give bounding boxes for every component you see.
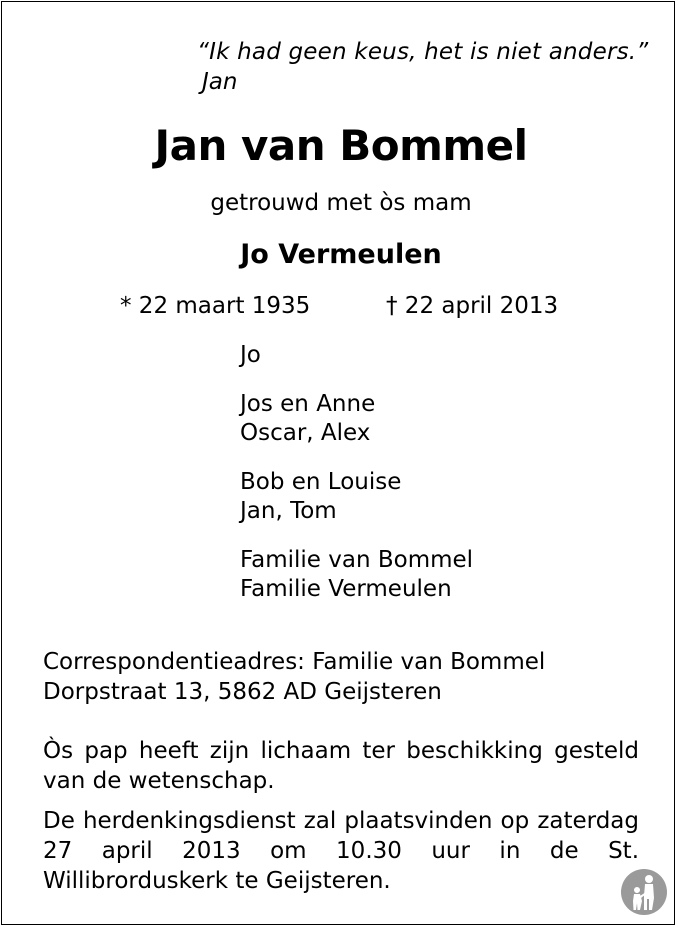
relative-group (240, 341, 473, 370)
relative-line: Jan, Tom (240, 498, 337, 524)
relative-group (240, 546, 473, 604)
obituary-card (1, 1, 675, 925)
address-line-2: Dorpstraat 13, 5862 AD Geijsteren (43, 679, 442, 705)
birth-date: * 22 maart 1935 (120, 293, 311, 319)
relatives-list (240, 341, 473, 624)
memorial-service-paragraph: De herdenkingsdienst zal plaatsvinden op zaterdag 27 april 2013 om 10.30 uur in de St. Willibrorduskerk te Geijsteren. (43, 808, 639, 894)
quote-author: Jan (202, 69, 238, 95)
relative-group (240, 390, 473, 448)
correspondence-address (43, 647, 545, 707)
body-donation-paragraph: Òs pap heeft zijn lichaam ter beschikking gesteld van de wetenschap. (43, 738, 639, 794)
deceased-name: Jan van Bommel (154, 121, 528, 170)
relative-line: Familie Vermeulen (240, 576, 452, 602)
spouse-name: Jo Vermeulen (240, 239, 442, 270)
relative-line: Familie van Bommel (240, 547, 474, 573)
address-line-1: Correspondentieadres: Familie van Bommel (43, 649, 546, 675)
relative-line: Oscar, Alex (240, 420, 371, 446)
relative-line: Jos en Anne (240, 391, 376, 417)
memorial-logo-icon (620, 868, 668, 916)
married-text: getrouwd met òs mam (210, 190, 472, 216)
relative-line: Jo (240, 342, 261, 368)
death-date: † 22 april 2013 (386, 293, 559, 319)
quote-text: “Ik had geen keus, het is niet anders.” (197, 39, 649, 65)
relative-line: Bob en Louise (240, 469, 402, 495)
relative-group (240, 468, 473, 526)
